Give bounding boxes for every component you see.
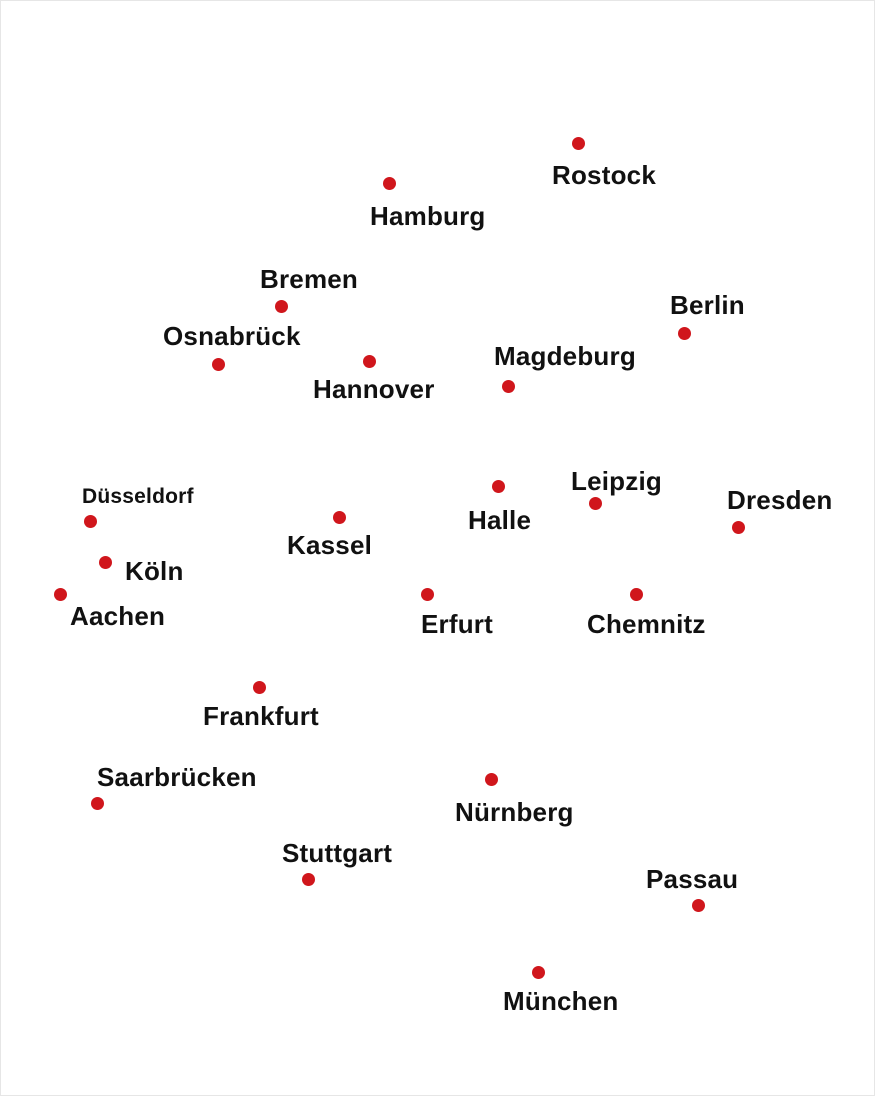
city-label-chemnitz: Chemnitz bbox=[587, 609, 706, 639]
city-marker-berlin[interactable] bbox=[678, 327, 691, 340]
city-label-aachen: Aachen bbox=[70, 601, 166, 631]
city-label-passau: Passau bbox=[646, 864, 739, 894]
city-label-koeln: Köln bbox=[125, 556, 184, 586]
city-marker-rostock[interactable] bbox=[572, 137, 585, 150]
city-marker-chemnitz[interactable] bbox=[630, 588, 643, 601]
city-marker-halle[interactable] bbox=[492, 480, 505, 493]
city-label-nuernberg: Nürnberg bbox=[455, 797, 574, 827]
city-marker-osnabrueck[interactable] bbox=[212, 358, 225, 371]
city-label-frankfurt: Frankfurt bbox=[203, 701, 319, 731]
city-marker-magdeburg[interactable] bbox=[502, 380, 515, 393]
city-label-leipzig: Leipzig bbox=[571, 466, 662, 496]
city-label-bremen: Bremen bbox=[260, 264, 359, 294]
city-marker-nuernberg[interactable] bbox=[485, 773, 498, 786]
city-label-osnabrueck: Osnabrück bbox=[163, 321, 301, 351]
city-label-dresden: Dresden bbox=[727, 485, 833, 515]
city-label-hamburg: Hamburg bbox=[370, 201, 486, 231]
city-label-kassel: Kassel bbox=[287, 530, 373, 560]
city-label-saarbruecken: Saarbrücken bbox=[97, 762, 257, 792]
city-marker-duesseldorf[interactable] bbox=[84, 515, 97, 528]
city-marker-stuttgart[interactable] bbox=[302, 873, 315, 886]
city-label-halle: Halle bbox=[468, 505, 532, 535]
city-marker-bremen[interactable] bbox=[275, 300, 288, 313]
city-label-muenchen: München bbox=[503, 986, 619, 1016]
city-label-duesseldorf: Düsseldorf bbox=[82, 485, 194, 508]
city-label-erfurt: Erfurt bbox=[421, 609, 493, 639]
city-marker-saarbruecken[interactable] bbox=[91, 797, 104, 810]
city-label-stuttgart: Stuttgart bbox=[282, 838, 393, 868]
city-marker-hannover[interactable] bbox=[363, 355, 376, 368]
city-marker-dresden[interactable] bbox=[732, 521, 745, 534]
city-marker-kassel[interactable] bbox=[333, 511, 346, 524]
city-marker-aachen[interactable] bbox=[54, 588, 67, 601]
city-label-berlin: Berlin bbox=[670, 290, 745, 320]
city-marker-hamburg[interactable] bbox=[383, 177, 396, 190]
city-label-rostock: Rostock bbox=[552, 160, 656, 190]
city-label-hannover: Hannover bbox=[313, 374, 435, 404]
city-marker-erfurt[interactable] bbox=[421, 588, 434, 601]
city-marker-frankfurt[interactable] bbox=[253, 681, 266, 694]
city-marker-passau[interactable] bbox=[692, 899, 705, 912]
city-label-magdeburg: Magdeburg bbox=[494, 341, 636, 371]
city-marker-leipzig[interactable] bbox=[589, 497, 602, 510]
city-marker-muenchen[interactable] bbox=[532, 966, 545, 979]
city-marker-koeln[interactable] bbox=[99, 556, 112, 569]
